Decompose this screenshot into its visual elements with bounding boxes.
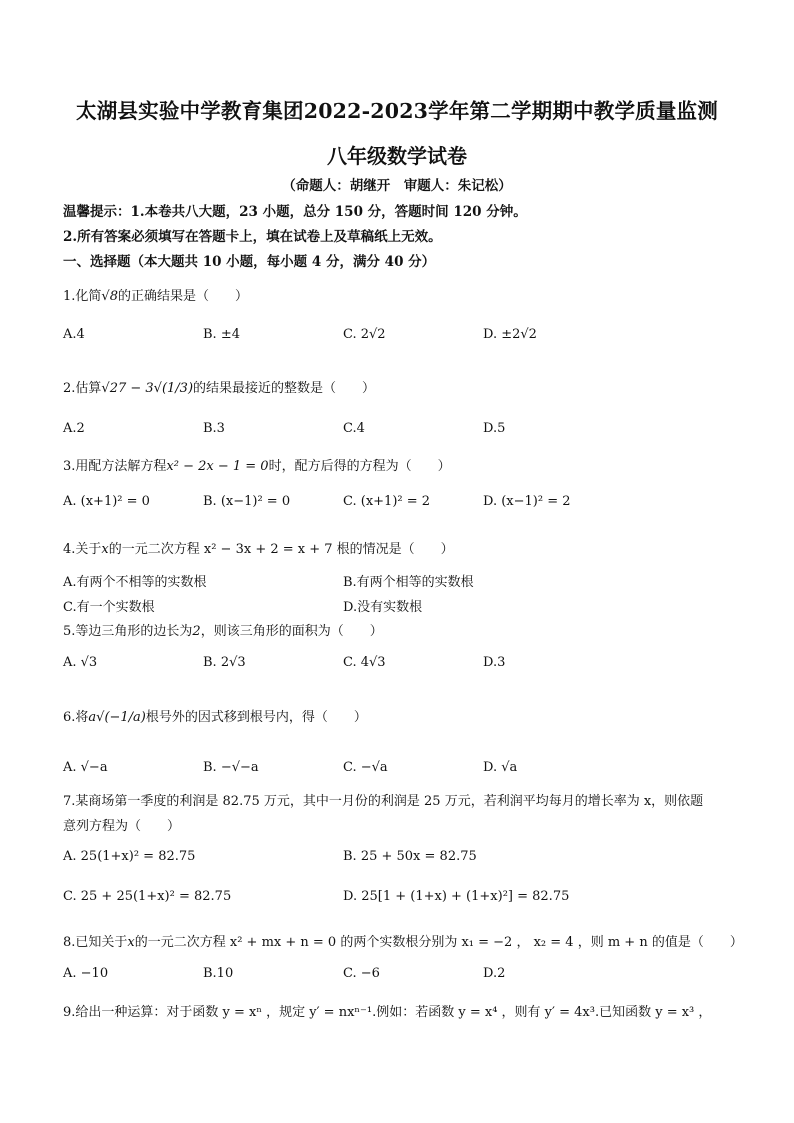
question-7-line-1: 7.某商场第一季度的利润是 82.75 万元，其中一月份的利润是 25 万元，若利润平均每月的增长率为 x，则依题 xyxy=(63,794,704,809)
question-4 xyxy=(63,538,454,557)
option-a: A. −10 xyxy=(63,966,109,981)
option-a: A. √−a xyxy=(63,760,108,775)
option-b: B. 25 + 50x = 82.75 xyxy=(343,849,477,864)
option-d: D.5 xyxy=(483,421,506,436)
option-c: C. 25 + 25(1+x)² = 82.75 xyxy=(63,889,232,904)
question-stem-pre: 1.化简 xyxy=(63,289,102,304)
option-d: D. (x−1)² = 2 xyxy=(483,494,571,509)
option-d: D. ±2√2 xyxy=(483,327,537,342)
option-a: A.有两个不相等的实数根 xyxy=(63,575,207,590)
option-c: C. (x+1)² = 2 xyxy=(343,494,431,509)
option-c: C. −√a xyxy=(343,760,388,775)
option-d: D.没有实数根 xyxy=(343,600,423,615)
question-2 xyxy=(63,377,375,396)
question-expression: 2 xyxy=(192,624,201,639)
section-heading: 一、选择题（本大题共 10 小题，每小题 4 分，满分 40 分） xyxy=(63,254,436,270)
option-d: D.3 xyxy=(483,655,506,670)
question-stem-pre: 5.等边三角形的边长为 xyxy=(63,624,193,639)
option-c: C. 2√2 xyxy=(343,327,386,342)
question-stem-post: ，则该三角形的面积为（ ） xyxy=(200,624,383,639)
tip-line-2: 2.所有答案必须填写在答题卡上，填在试卷上及草稿纸上无效。 xyxy=(63,229,442,245)
question-7-line-2: 意列方程为（ ） xyxy=(63,819,181,834)
option-b: B. ±4 xyxy=(203,327,240,342)
option-a: A.2 xyxy=(63,421,85,436)
exam-title: 太湖县实验中学教育集团2022-2023学年第二学期期中教学质量监测 xyxy=(76,99,718,123)
question-expression: x² − 2x − 1 = 0 xyxy=(166,459,269,474)
option-b: B. 2√3 xyxy=(203,655,246,670)
option-c: C.4 xyxy=(343,421,365,436)
question-stem-pre: 6.将 xyxy=(63,710,89,725)
option-b: B. −√−a xyxy=(203,760,259,775)
question-stem-post: 根号外的因式移到根号内，得（ ） xyxy=(145,710,367,725)
option-c: C. −6 xyxy=(343,966,380,981)
option-b: B.有两个相等的实数根 xyxy=(343,575,474,590)
question-expression: √27 − 3√(1/3) xyxy=(101,381,194,396)
exam-subtitle: 八年级数学试卷 xyxy=(327,144,467,168)
question-3 xyxy=(63,455,451,474)
authors-line: （命题人：胡继开 审题人：朱记松） xyxy=(282,178,512,194)
option-a: A. 25(1+x)² = 82.75 xyxy=(63,849,196,864)
question-stem-pre: 3.用配方法解方程 xyxy=(63,459,167,474)
option-a: A.4 xyxy=(63,327,85,342)
question-expression: x xyxy=(127,935,135,950)
question-5 xyxy=(63,620,383,639)
question-6 xyxy=(63,706,367,725)
option-d: D.2 xyxy=(483,966,506,981)
option-b: B.10 xyxy=(203,966,234,981)
option-c: C. 4√3 xyxy=(343,655,386,670)
question-stem-post: 的一元二次方程 x² + mx + n = 0 的两个实数根分别为 x₁ = −2 ， x₂ = 4 ，则 m + n 的值是（ ） xyxy=(134,935,743,950)
question-8 xyxy=(63,931,743,950)
question-stem-pre: 4.关于 xyxy=(63,542,102,557)
option-a: A. (x+1)² = 0 xyxy=(63,494,150,509)
question-stem-pre: 2.估算 xyxy=(63,381,102,396)
question-expression: √8 xyxy=(101,289,118,304)
option-b: B. (x−1)² = 0 xyxy=(203,494,291,509)
option-d: D. √a xyxy=(483,760,518,775)
question-stem-post: 的结果最接近的整数是（ ） xyxy=(193,381,376,396)
question-stem-pre: 8.已知关于 xyxy=(63,935,128,950)
question-stem-post: 的正确结果是（ ） xyxy=(117,289,248,304)
option-c: C.有一个实数根 xyxy=(63,600,155,615)
question-stem-post: 的一元二次方程 x² − 3x + 2 = x + 7 根的情况是（ ） xyxy=(108,542,454,557)
question-expression: a√(−1/a) xyxy=(88,710,146,725)
option-b: B.3 xyxy=(203,421,225,436)
question-stem-post: 时，配方后得的方程为（ ） xyxy=(268,459,451,474)
question-1 xyxy=(63,285,248,304)
option-d: D. 25[1 + (1+x) + (1+x)²] = 82.75 xyxy=(343,889,570,904)
question-expression: x xyxy=(101,542,109,557)
tip-line-1: 温馨提示：1.本卷共八大题，23 小题，总分 150 分，答题时间 120 分钟。 xyxy=(63,204,527,220)
question-9-line-1: 9.给出一种运算：对于函数 y = xⁿ ，规定 y′ = nxⁿ⁻¹.例如：若函数 y = x⁴ ，则有 y′ = 4x³.已知函数 y = x³ ， xyxy=(63,1005,712,1020)
option-a: A. √3 xyxy=(63,655,98,670)
